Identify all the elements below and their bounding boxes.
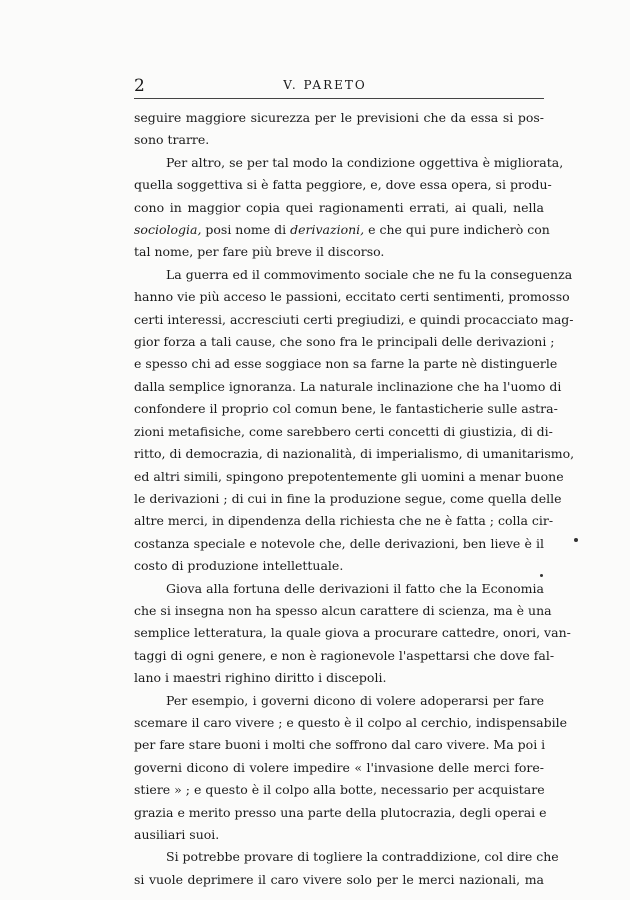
- text-line: per fare stare buoni i molti che soffrono dal caro vivere. Ma poi i: [134, 737, 546, 753]
- text-line: le derivazioni ; di cui in fine la produzione segue, come quella delle: [134, 490, 562, 506]
- text-line: che si insegna non ha spesso alcun carattere di scienza, ma è una: [134, 602, 552, 618]
- text-line: semplice letteratura, la quale giova a procurare cattedre, onori, van-: [134, 625, 571, 641]
- text-line: lano i maestri righino diritto i discepoli.: [134, 670, 387, 686]
- page-number: 2: [134, 76, 145, 96]
- header-rule: [134, 98, 544, 99]
- italic-term: sociologia,: [134, 222, 202, 238]
- text-line: altre merci, in dipendenza della richiesta che ne è fatta ; colla cir-: [134, 513, 554, 529]
- text-line: gior forza a tali cause, che sono fra le principali delle derivazioni ;: [134, 334, 555, 350]
- scan-speck: [540, 574, 543, 577]
- text-line: governi dicono di volere impedire « l'invasione delle merci fore-: [134, 759, 544, 775]
- text-line: confondere il proprio col comun bene, le fantasticherie sulle astra-: [134, 401, 558, 417]
- text-line: Per altro, se per tal modo la condizione oggettiva è migliorata,: [166, 154, 564, 170]
- paragraph: [134, 152, 564, 264]
- text-line: ausiliari suoi.: [134, 827, 220, 842]
- italic-term: derivazioni,: [290, 222, 365, 238]
- text-line: quella soggettiva si è fatta peggiore, e, dove essa opera, si produ-: [134, 177, 552, 193]
- text-line: certi interessi, accresciuti certi pregiudizi, e quindi procacciato mag-: [134, 311, 574, 327]
- paragraph: [134, 690, 568, 847]
- paragraph: [134, 107, 544, 152]
- text-line: taggi di ogni genere, e non è ragionevole l'aspettarsi che dove fal-: [134, 647, 555, 663]
- paragraph: [134, 846, 559, 891]
- text-line: Per esempio, i governi dicono di volere adoperarsi per fare: [166, 692, 544, 708]
- text-line: tal nome, per fare più breve il discorso.: [134, 244, 385, 260]
- text-line: e spesso chi ad esse soggiace non sa farne la parte nè distinguerle: [134, 356, 558, 372]
- scan-speck: [574, 538, 578, 542]
- text-line: sociologia, posi nome di derivazioni, e che qui pure indicherò con: [134, 222, 550, 238]
- text-line: grazia e merito presso una parte della plutocrazia, degli operai e: [134, 804, 547, 820]
- text-line: ed altri simili, spingono prepotentemente gli uomini a menar buone: [134, 468, 564, 484]
- body-text: [134, 107, 575, 891]
- text-line: La guerra ed il commovimento sociale che ne fu la conseguenza: [166, 266, 573, 282]
- text-line: sono trarre.: [134, 132, 210, 148]
- running-head: V. PARETO: [283, 78, 367, 92]
- text-line: hanno vie più acceso le passioni, eccitato certi sentimenti, promosso: [134, 289, 570, 305]
- paragraph: [134, 264, 575, 578]
- text-line: Giova alla fortuna delle derivazioni il fatto che la Economia: [166, 580, 544, 596]
- text-line: ritto, di democrazia, di nazionalità, di imperialismo, di umanitarismo,: [134, 446, 575, 462]
- text-line: stiere » ; e questo è il colpo alla botte, necessario per acquistare: [134, 782, 545, 798]
- text-line: seguire maggiore sicurezza per le previsioni che da essa si pos-: [134, 110, 544, 125]
- text-line: costo di produzione intellettuale.: [134, 558, 344, 574]
- text-line: Si potrebbe provare di togliere la contraddizione, col dire che: [166, 849, 559, 865]
- text-line: scemare il caro vivere ; e questo è il colpo al cerchio, indispensabile: [134, 714, 568, 730]
- text-line: zioni metafisiche, come sarebbero certi concetti di giustizia, di di-: [134, 423, 553, 439]
- text-line: dalla semplice ignoranza. La naturale inclinazione che ha l'uomo di: [134, 378, 562, 394]
- text-line: costanza speciale e notevole che, delle derivazioni, ben lieve è il: [134, 535, 544, 551]
- text-line: cono in maggior copia quei ragionamenti errati, ai quali, nella: [134, 199, 544, 215]
- paragraph: [134, 578, 571, 690]
- text-line: si vuole deprimere il caro vivere solo per le merci nazionali, ma: [134, 871, 544, 887]
